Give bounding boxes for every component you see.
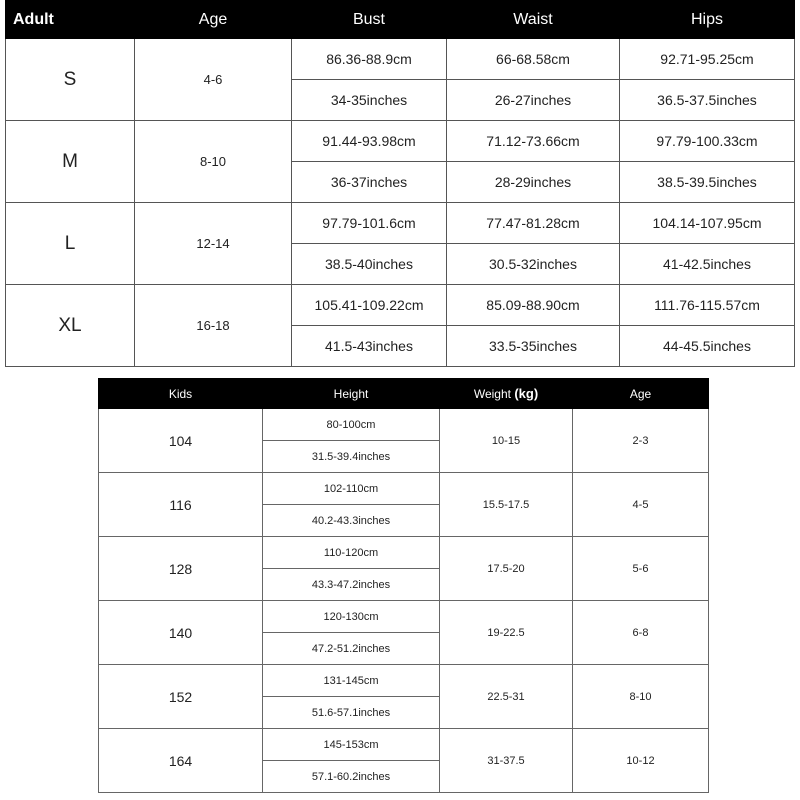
kids-size-cell: 140: [99, 601, 263, 665]
table-row: [99, 665, 709, 697]
height-in-cell: 40.2-43.3inches: [263, 505, 440, 537]
kids-size-table: [98, 378, 708, 790]
kids-header-weight: [440, 379, 573, 409]
height-in-cell: 31.5-39.4inches: [263, 441, 440, 473]
kids-size-cell: 116: [99, 473, 263, 537]
table-row: [99, 601, 709, 633]
kids-header-size: Kids: [99, 379, 263, 409]
hips-cm-cell: 92.71-95.25cm: [620, 39, 795, 80]
weight-cell: 31-37.5: [440, 729, 573, 793]
bust-in-cell: 34-35inches: [292, 80, 447, 121]
adult-header-size: Adult: [6, 1, 135, 39]
waist-in-cell: 26-27inches: [447, 80, 620, 121]
kids-age-cell: 2-3: [573, 409, 709, 473]
bust-cm-cell: 97.79-101.6cm: [292, 203, 447, 244]
hips-cm-cell: 104.14-107.95cm: [620, 203, 795, 244]
hips-cm-cell: 97.79-100.33cm: [620, 121, 795, 162]
weight-cell: 15.5-17.5: [440, 473, 573, 537]
adult-age-cell: 8-10: [135, 121, 292, 203]
height-in-cell: 43.3-47.2inches: [263, 569, 440, 601]
kids-size-cell: 104: [99, 409, 263, 473]
height-in-cell: 51.6-57.1inches: [263, 697, 440, 729]
weight-cell: 10-15: [440, 409, 573, 473]
kids-age-cell: 4-5: [573, 473, 709, 537]
kids-age-cell: 8-10: [573, 665, 709, 729]
table-row: [6, 39, 795, 80]
waist-in-cell: 28-29inches: [447, 162, 620, 203]
table-row: [6, 203, 795, 244]
adult-size-cell: M: [6, 121, 135, 203]
kids-age-cell: 5-6: [573, 537, 709, 601]
height-cm-cell: 110-120cm: [263, 537, 440, 569]
bust-in-cell: 41.5-43inches: [292, 326, 447, 367]
table-row: [99, 409, 709, 441]
kids-size-cell: 164: [99, 729, 263, 793]
hips-in-cell: 38.5-39.5inches: [620, 162, 795, 203]
waist-cm-cell: 71.12-73.66cm: [447, 121, 620, 162]
kids-age-cell: 6-8: [573, 601, 709, 665]
hips-in-cell: 36.5-37.5inches: [620, 80, 795, 121]
waist-cm-cell: 66-68.58cm: [447, 39, 620, 80]
weight-cell: 19-22.5: [440, 601, 573, 665]
height-cm-cell: 80-100cm: [263, 409, 440, 441]
bust-cm-cell: 91.44-93.98cm: [292, 121, 447, 162]
table-row: [99, 729, 709, 761]
kids-header-weight-unit: (kg): [514, 386, 539, 401]
adult-header-bust: Bust: [292, 1, 447, 39]
kids-header-age: Age: [573, 379, 709, 409]
adult-size-cell: XL: [6, 285, 135, 367]
adult-size-table: [5, 0, 794, 367]
bust-in-cell: 36-37inches: [292, 162, 447, 203]
height-in-cell: 57.1-60.2inches: [263, 761, 440, 793]
hips-in-cell: 44-45.5inches: [620, 326, 795, 367]
height-cm-cell: 145-153cm: [263, 729, 440, 761]
adult-size-cell: L: [6, 203, 135, 285]
waist-cm-cell: 77.47-81.28cm: [447, 203, 620, 244]
height-in-cell: 47.2-51.2inches: [263, 633, 440, 665]
hips-cm-cell: 111.76-115.57cm: [620, 285, 795, 326]
height-cm-cell: 131-145cm: [263, 665, 440, 697]
bust-in-cell: 38.5-40inches: [292, 244, 447, 285]
table-row: [99, 537, 709, 569]
adult-header-age: Age: [135, 1, 292, 39]
table-row: [99, 473, 709, 505]
adult-header-waist: Waist: [447, 1, 620, 39]
waist-in-cell: 30.5-32inches: [447, 244, 620, 285]
adult-age-cell: 12-14: [135, 203, 292, 285]
table-row: [6, 121, 795, 162]
waist-in-cell: 33.5-35inches: [447, 326, 620, 367]
hips-in-cell: 41-42.5inches: [620, 244, 795, 285]
adult-age-cell: 4-6: [135, 39, 292, 121]
adult-size-cell: S: [6, 39, 135, 121]
kids-header-height: Height: [263, 379, 440, 409]
kids-header-weight-label: Weight: [473, 387, 511, 401]
adult-header-hips: Hips: [620, 1, 795, 39]
adult-age-cell: 16-18: [135, 285, 292, 367]
height-cm-cell: 102-110cm: [263, 473, 440, 505]
height-cm-cell: 120-130cm: [263, 601, 440, 633]
kids-age-cell: 10-12: [573, 729, 709, 793]
kids-header-row: [99, 379, 709, 409]
waist-cm-cell: 85.09-88.90cm: [447, 285, 620, 326]
kids-size-cell: 128: [99, 537, 263, 601]
kids-size-cell: 152: [99, 665, 263, 729]
table-row: [6, 285, 795, 326]
weight-cell: 17.5-20: [440, 537, 573, 601]
adult-header-row: [6, 1, 795, 39]
weight-cell: 22.5-31: [440, 665, 573, 729]
bust-cm-cell: 86.36-88.9cm: [292, 39, 447, 80]
bust-cm-cell: 105.41-109.22cm: [292, 285, 447, 326]
